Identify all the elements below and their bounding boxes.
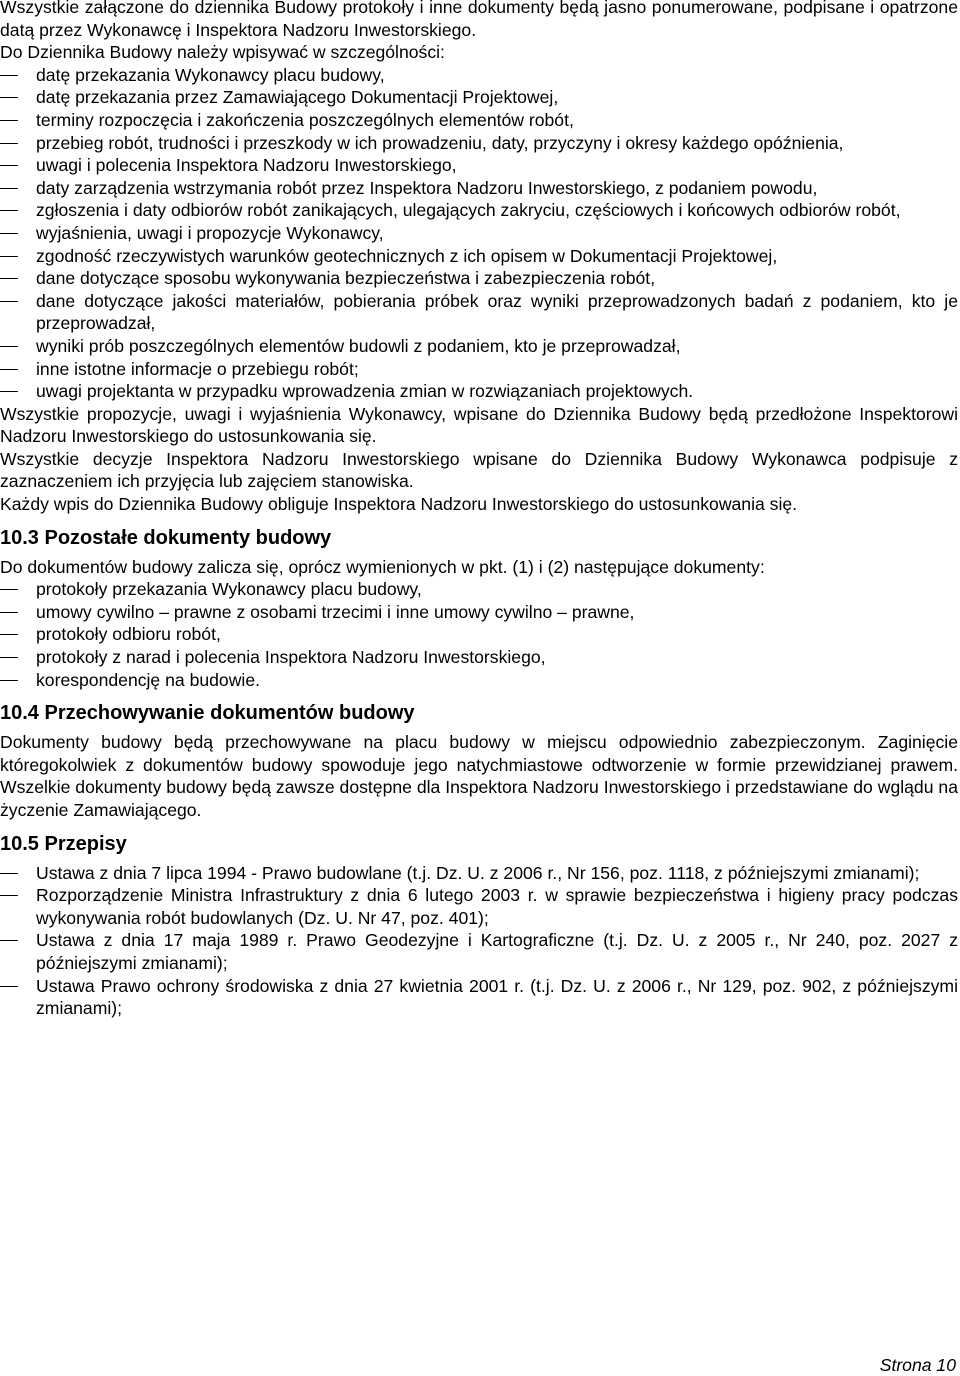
list-item: dane dotyczące jakości materiałów, pobierania próbek oraz wyniki przeprowadzonych badań z podaniem, kto je przeprowadzał, bbox=[0, 290, 958, 335]
dash-bullet-icon bbox=[0, 120, 18, 121]
dash-bullet-icon bbox=[0, 680, 18, 681]
dash-bullet-icon bbox=[0, 895, 18, 896]
dash-bullet-icon bbox=[0, 256, 18, 257]
proposals-paragraph: Wszystkie propozycje, uwagi i wyjaśnienia Wykonawcy, wpisane do Dziennika Budowy będą przedłożone Inspektorowi Nadzoru Inwestorskiego do ustosunkowania się. bbox=[0, 403, 958, 447]
list-item: inne istotne informacje o przebiegu robót; bbox=[0, 358, 958, 381]
list-item: uwagi projektanta w przypadku wprowadzenia zmian w rozwiązaniach projektowych. bbox=[0, 380, 958, 403]
page-number: Strona 10 bbox=[879, 1355, 956, 1375]
section-10-3-intro: Do dokumentów budowy zalicza się, oprócz wymienionych w pkt. (1) i (2) następujące dokumenty: bbox=[0, 556, 765, 577]
list-item: datę przekazania przez Zamawiającego Dokumentacji Projektowej, bbox=[0, 86, 958, 109]
list-item: uwagi i polecenia Inspektora Nadzoru Inwestorskiego, bbox=[0, 154, 958, 177]
dash-bullet-icon bbox=[0, 589, 18, 590]
section-10-3-heading: 10.3 Pozostałe dokumenty budowy bbox=[0, 526, 332, 549]
list-item: Ustawa z dnia 7 lipca 1994 - Prawo budowlane (t.j. Dz. U. z 2006 r., Nr 156, poz. 1118, z późniejszymi zmianami); bbox=[0, 862, 958, 885]
list-item: korespondencję na budowie. bbox=[0, 669, 958, 692]
dash-bullet-icon bbox=[0, 233, 18, 234]
list-item: wyjaśnienia, uwagi i propozycje Wykonawcy, bbox=[0, 222, 958, 245]
decisions-paragraph: Wszystkie decyzje Inspektora Nadzoru Inwestorskiego wpisane do Dziennika Budowy Wykonawca podpisuje z zaznaczeniem ich przyjęcia lub zajęciem stanowiska. bbox=[0, 448, 958, 492]
list-item: Ustawa Prawo ochrony środowiska z dnia 27 kwietnia 2001 r. (t.j. Dz. U. z 2006 r., Nr 129, poz. 902, z późniejszymi zmianami); bbox=[0, 975, 958, 1020]
dash-bullet-icon bbox=[0, 986, 18, 987]
list-item: terminy rozpoczęcia i zakończenia poszczególnych elementów robót, bbox=[0, 109, 958, 132]
dash-bullet-icon bbox=[0, 940, 18, 941]
list-item: przebieg robót, trudności i przeszkody w ich prowadzeniu, daty, przyczyny i okresy każdego opóźnienia, bbox=[0, 132, 958, 155]
dash-bullet-icon bbox=[0, 873, 18, 874]
dash-bullet-icon bbox=[0, 346, 18, 347]
dash-bullet-icon bbox=[0, 657, 18, 658]
list-item: datę przekazania Wykonawcy placu budowy, bbox=[0, 64, 958, 87]
list-item: umowy cywilno – prawne z osobami trzecimi i inne umowy cywilno – prawne, bbox=[0, 601, 958, 624]
dash-bullet-icon bbox=[0, 634, 18, 635]
section-10-5-heading: 10.5 Przepisy bbox=[0, 832, 127, 855]
dash-bullet-icon bbox=[0, 612, 18, 613]
list-item: Rozporządzenie Ministra Infrastruktury z dnia 6 lutego 2003 r. w sprawie bezpieczeństwa i higieny pracy podczas wykonywania robót budowlanych (Dz. U. Nr 47, poz. 401); bbox=[0, 884, 958, 929]
section-10-5-list bbox=[0, 862, 958, 1020]
section-10-4-body: Dokumenty budowy będą przechowywane na placu budowy w miejscu odpowiednio zabezpieczonym. Zaginięcie któregokolwiek z dokumentów budowy spowoduje jego natychmiastowe odtworzenie w formie przewidzianej prawem. Wszelkie dokumenty budowy będą zawsze dostępne dla Inspektora Nadzoru Inwestorskiego i przedstawiane do wglądu na życzenie Zamawiającego. bbox=[0, 732, 958, 820]
list-item: protokoły przekazania Wykonawcy placu budowy, bbox=[0, 578, 958, 601]
intro-paragraph: Wszystkie załączone do dziennika Budowy protokoły i inne dokumenty będą jasno ponumerowane, podpisane i opatrzone datą przez Wykonawcę i Inspektora Nadzoru Inwestorskiego. bbox=[0, 0, 958, 40]
list-item: zgodność rzeczywistych warunków geotechnicznych z ich opisem w Dokumentacji Projektowej, bbox=[0, 245, 958, 268]
list-item: zgłoszenia i daty odbiorów robót zanikających, ulegających zakryciu, częściowych i końcowych odbiorów robót, bbox=[0, 199, 958, 222]
dash-bullet-icon bbox=[0, 369, 18, 370]
dash-bullet-icon bbox=[0, 391, 18, 392]
section-10-4-heading: 10.4 Przechowywanie dokumentów budowy bbox=[0, 702, 415, 725]
dash-bullet-icon bbox=[0, 210, 18, 211]
list-item: protokoły z narad i polecenia Inspektora Nadzoru Inwestorskiego, bbox=[0, 646, 958, 669]
dash-bullet-icon bbox=[0, 188, 18, 189]
dash-bullet-icon bbox=[0, 278, 18, 279]
dash-bullet-icon bbox=[0, 143, 18, 144]
dash-bullet-icon bbox=[0, 165, 18, 166]
diary-intro: Do Dziennika Budowy należy wpisywać w szczególności: bbox=[0, 42, 445, 63]
list-item: Ustawa z dnia 17 maja 1989 r. Prawo Geodezyjne i Kartograficzne (t.j. Dz. U. z 2005 r., Nr 240, poz. 2027 z późniejszymi zmianami); bbox=[0, 929, 958, 974]
diary-items-list bbox=[0, 64, 958, 403]
list-item: protokoły odbioru robót, bbox=[0, 623, 958, 646]
dash-bullet-icon bbox=[0, 75, 18, 76]
section-10-3-list bbox=[0, 578, 958, 691]
list-item: wyniki prób poszczególnych elementów budowli z podaniem, kto je przeprowadzał, bbox=[0, 335, 958, 358]
list-item: daty zarządzenia wstrzymania robót przez Inspektora Nadzoru Inwestorskiego, z podaniem powodu, bbox=[0, 177, 958, 200]
list-item: dane dotyczące sposobu wykonywania bezpieczeństwa i zabezpieczenia robót, bbox=[0, 267, 958, 290]
dash-bullet-icon bbox=[0, 97, 18, 98]
entries-paragraph: Każdy wpis do Dziennika Budowy obliguje Inspektora Nadzoru Inwestorskiego do ustosunkowania się. bbox=[0, 494, 798, 515]
dash-bullet-icon bbox=[0, 301, 18, 302]
